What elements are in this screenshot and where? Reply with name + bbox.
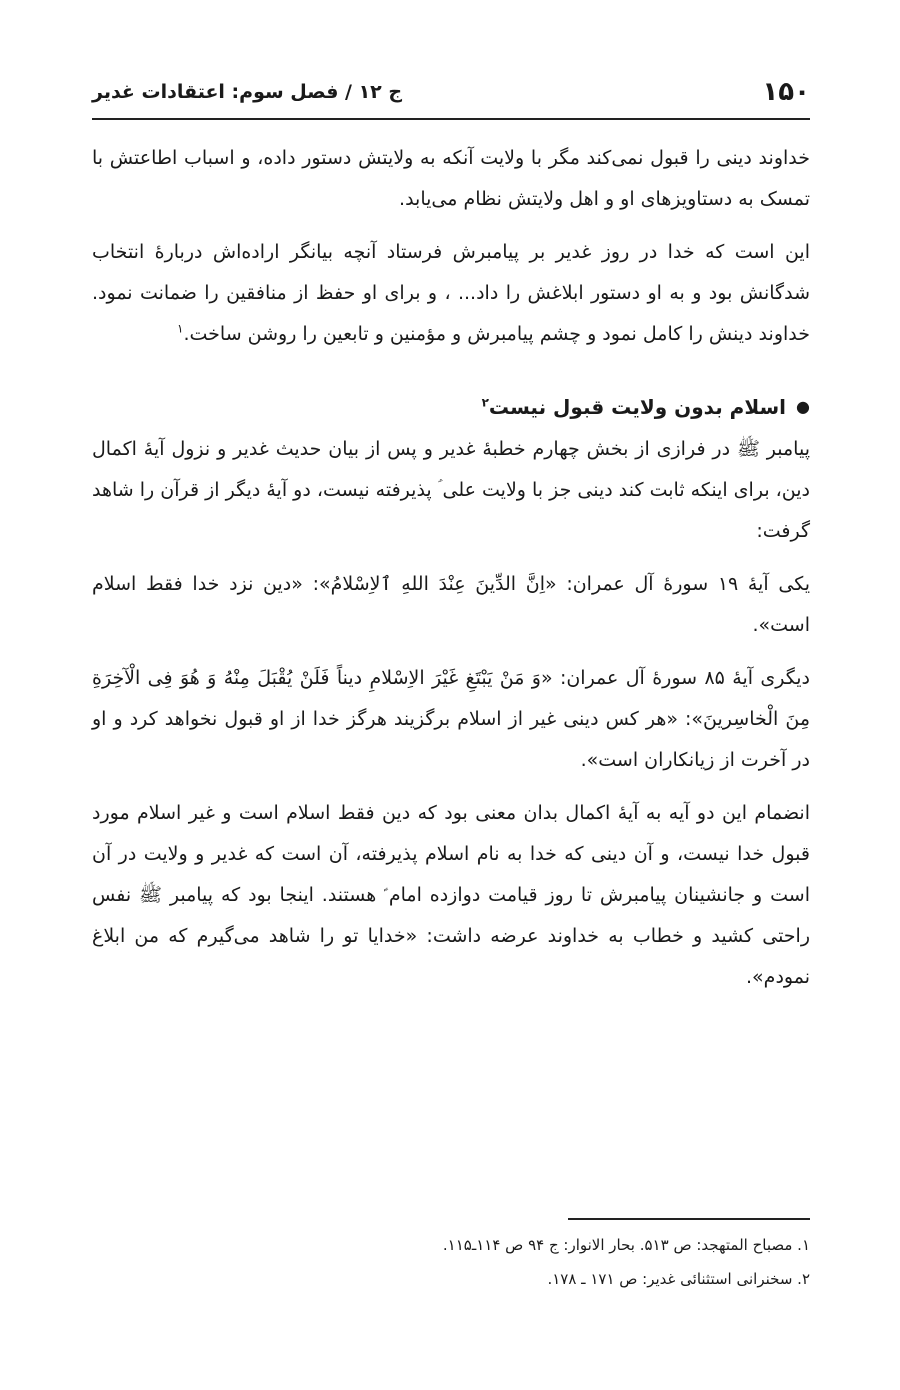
paragraph-5: دیگری آیهٔ ۸۵ سورهٔ آل عمران: «وَ مَنْ یَبْتَغِ غَیْرَ الاِسْلامِ دیناً فَلَنْ یُقْبَلَ مِنْهُ وَ هُوَ فِی الْآخِرَةِ مِنَ الْخاسِرینَ»: «هر کس دینی غیر از اسلام برگزیند هرگز خدا از او قبول نخواهد کرد و او در آخرت از زیانکاران است».: [92, 667, 810, 771]
footnote-ref-2[interactable]: ۲: [481, 395, 489, 410]
footnote-2: ۲. سخنرانی استثنائی غدیر: ص ۱۷۱ ـ ۱۷۸.: [547, 1270, 810, 1288]
paragraph-6: انضمام این دو آیه به آیهٔ اکمال بدان معنی بود که دین فقط اسلام است و غیر اسلام مورد قبول خدا نیست، و آن دینی که خدا به نام اسلام پذیرفته، آن است که غدیر و ولایت در آن است و جانشینان پیامبرش تا روز قیامت دوازده امام ؑ هستند. اینجا بود که پیامبر ﷺ نفس راحتی کشید و خطاب به خداوند عرضه داشت: «خدایا تو را شاهد می‌گیرم که من ابلاغ نمودم».: [92, 802, 810, 988]
page-body: [92, 138, 810, 1010]
paragraph-2: [92, 232, 810, 355]
page-number: ۱۵۰: [762, 77, 810, 107]
section-heading: [92, 385, 810, 429]
paragraph-2-text: این است که خدا در روز غدیر بر پیامبرش فرستاد آنچه بیانگر اراده‌اش دربارهٔ انتخاب شدگانش بود و به او دستور ابلاغش را داد... ، و برای او حفظ از منافقین را ضمانت نمود. خداوند دینش را کامل نمود و چشم پیامبرش و مؤمنین و تابعین را روشن ساخت.: [92, 241, 810, 345]
running-title: ج ۱۲ / فصل سوم: اعتقادات غدیر: [92, 81, 403, 103]
paragraph-3: پیامبر ﷺ در فرازی از بخش چهارم خطبهٔ غدیر و پس از بیان حدیث غدیر و نزول آیهٔ اکمال دین، برای اینکه ثابت کند دینی جز با ولایت علی ؑ پذیرفته نیست، دو آیهٔ دیگر از قرآن را شاهد گرفت:: [92, 438, 810, 542]
footnotes: [92, 1228, 810, 1296]
page-header: [92, 66, 810, 118]
footnote-divider: [568, 1218, 810, 1220]
section-heading-text: اسلام بدون ولایت قبول نیست: [488, 395, 787, 419]
paragraph-1-text: خداوند دینی را قبول نمی‌کند مگر با ولایت آنکه به ولایتش دستور داده، و اسباب اطاعتش با تمسک به دستاویزهای او و اهل ولایتش نظام می‌یابد.: [92, 147, 810, 210]
paragraph-4: یکی آیهٔ ۱۹ سورهٔ آل عمران: «اِنَّ الدِّینَ عِنْدَ اللهِ ٱلاِسْلامُ»: «دین نزد خدا فقط اسلام است».: [92, 573, 811, 636]
footnote-1: ۱. مصباح المتهجد: ص ۵۱۳. بحار الانوار: ج ۹۴ ص ۱۱۴ـ۱۱۵.: [442, 1236, 810, 1254]
bullet-icon: ●: [796, 397, 810, 416]
footnote-ref-1[interactable]: ۱: [177, 321, 184, 336]
paragraph-1: [92, 138, 810, 220]
header-divider: [92, 118, 810, 120]
